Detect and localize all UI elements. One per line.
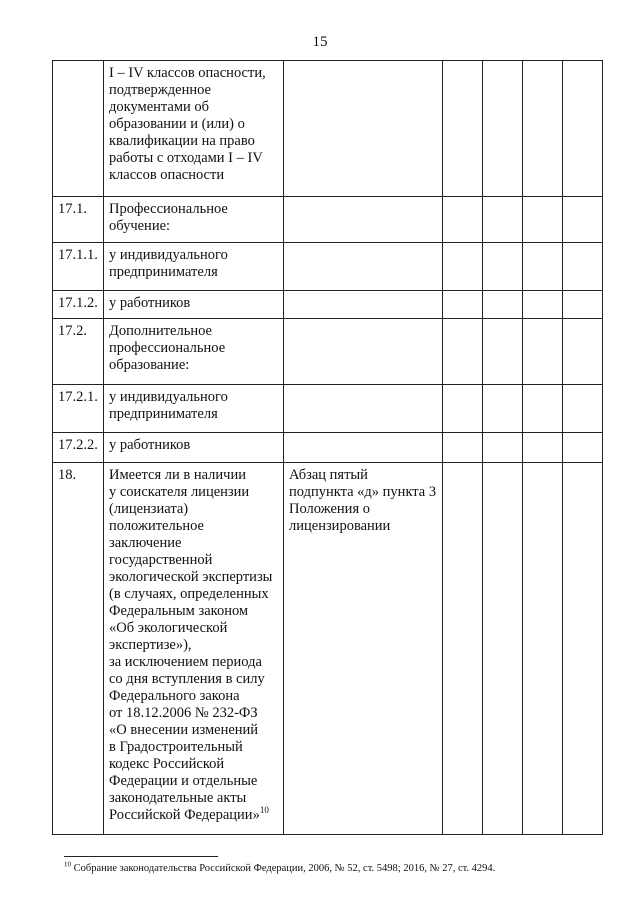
requirement-cell <box>104 463 284 835</box>
requirement-text: Имеется ли в наличии у соискателя лицензии (лицензиата) положительное заключение государственной экологической экспертизы (в случаях, определенных Федеральным законом «Об экологической экспертизе»), за исключением периода со дня вступления в силу Федерального закона от 18.12.2006 № 232-ФЗ «О внесении изменений в Градостроительный кодекс Российской Федерации и отдельные законодательные акты Российской Федерации» <box>109 467 273 823</box>
table-row <box>53 197 603 243</box>
check-cell-na <box>523 61 563 197</box>
legal-basis <box>284 291 443 319</box>
check-cell-na <box>523 385 563 433</box>
footnote-reference: 10 <box>259 805 269 816</box>
row-number: 17.1.1. <box>53 243 104 291</box>
footnote-marker: 10 <box>64 860 71 869</box>
check-cell-yes <box>443 61 483 197</box>
check-cell-note <box>563 197 603 243</box>
check-cell-no <box>483 243 523 291</box>
checklist-table <box>52 60 603 835</box>
check-cell-no <box>483 463 523 835</box>
check-cell-no <box>483 385 523 433</box>
footnote-divider <box>64 856 218 857</box>
row-number <box>53 61 104 197</box>
check-cell-na <box>523 291 563 319</box>
check-cell-yes <box>443 433 483 463</box>
row-number: 17.1.2. <box>53 291 104 319</box>
row-number: 17.1. <box>53 197 104 243</box>
page-number: 15 <box>312 34 328 50</box>
legal-basis <box>284 61 443 197</box>
check-cell-yes <box>443 197 483 243</box>
requirement-text: I – IV классов опасности, подтвержденное документами об образовании и (или) о квалификации на право работы с отходами I – IV классов опасности <box>104 61 284 197</box>
legal-basis <box>284 197 443 243</box>
row-number: 17.2.1. <box>53 385 104 433</box>
legal-basis: Абзац пятый подпункта «д» пункта 3 Положения о лицензировании <box>284 463 443 835</box>
footnote <box>64 862 600 875</box>
row-number: 17.2.2. <box>53 433 104 463</box>
requirement-text: Дополнительное профессиональное образование: <box>104 319 284 385</box>
footnote-text: Собрание законодательства Российской Федерации, 2006, № 52, ст. 5498; 2016, № 27, ст. 4294. <box>71 863 496 874</box>
check-cell-no <box>483 319 523 385</box>
table-row <box>53 291 603 319</box>
requirement-text: у работников <box>104 433 284 463</box>
table-row <box>53 243 603 291</box>
check-cell-no <box>483 433 523 463</box>
requirement-text: Профессиональное обучение: <box>104 197 284 243</box>
check-cell-no <box>483 61 523 197</box>
check-cell-yes <box>443 463 483 835</box>
table-row <box>53 463 603 835</box>
legal-basis <box>284 243 443 291</box>
legal-basis <box>284 433 443 463</box>
legal-basis <box>284 385 443 433</box>
check-cell-note <box>563 385 603 433</box>
requirement-text: у индивидуального предпринимателя <box>104 385 284 433</box>
check-cell-note <box>563 61 603 197</box>
check-cell-na <box>523 433 563 463</box>
check-cell-yes <box>443 319 483 385</box>
check-cell-yes <box>443 385 483 433</box>
check-cell-no <box>483 197 523 243</box>
check-cell-note <box>563 463 603 835</box>
check-cell-na <box>523 197 563 243</box>
check-cell-na <box>523 319 563 385</box>
requirement-text: у работников <box>104 291 284 319</box>
check-cell-yes <box>443 243 483 291</box>
check-cell-yes <box>443 291 483 319</box>
check-cell-note <box>563 433 603 463</box>
table-row <box>53 319 603 385</box>
row-number: 18. <box>53 463 104 835</box>
check-cell-note <box>563 291 603 319</box>
requirement-text: у индивидуального предпринимателя <box>104 243 284 291</box>
check-cell-na <box>523 243 563 291</box>
check-cell-note <box>563 243 603 291</box>
check-cell-no <box>483 291 523 319</box>
check-cell-note <box>563 319 603 385</box>
check-cell-na <box>523 463 563 835</box>
row-number: 17.2. <box>53 319 104 385</box>
table-row <box>53 61 603 197</box>
table-row <box>53 385 603 433</box>
legal-basis <box>284 319 443 385</box>
table-row <box>53 433 603 463</box>
